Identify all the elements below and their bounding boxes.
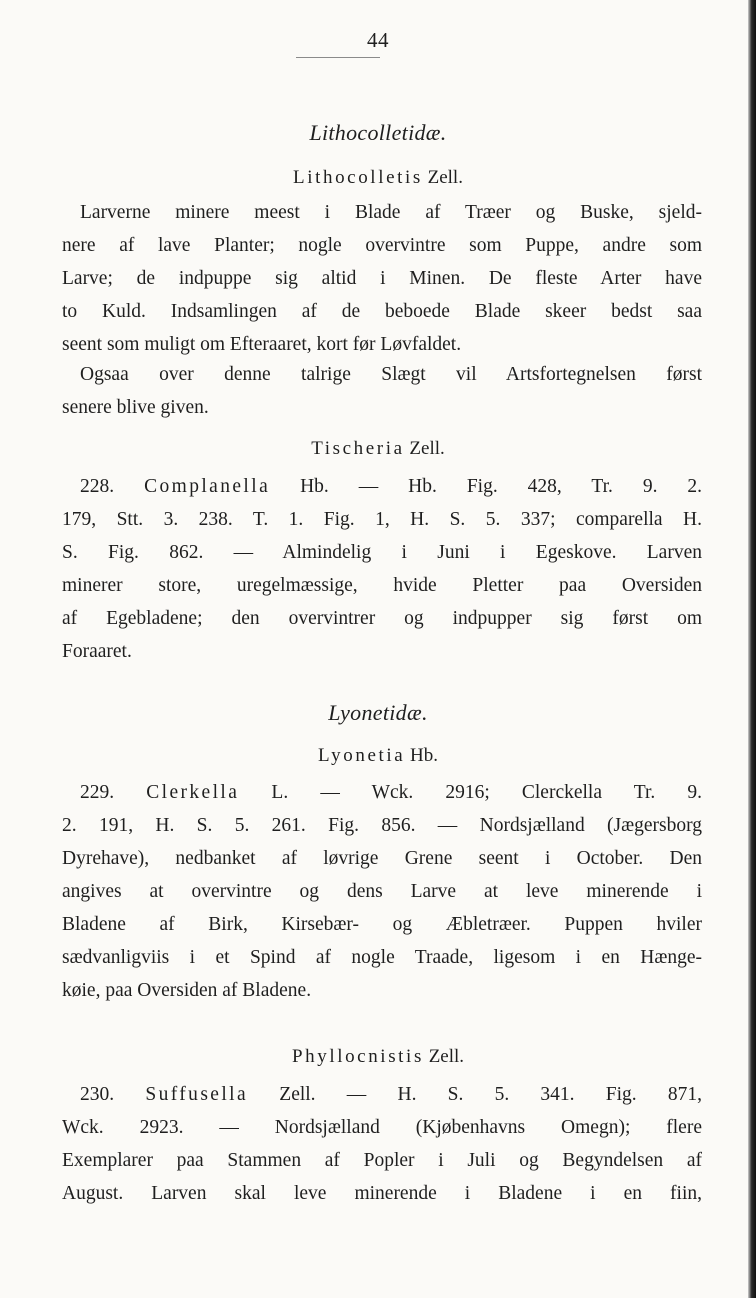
text-line: minerer store, uregelmæssige, hvide Pletter paa Oversiden	[62, 575, 702, 596]
family-heading-lyonetiidae: Lyonetidæ.	[328, 700, 428, 725]
entry-first-line	[62, 1078, 702, 1111]
text-line: køie, paa Oversiden af Bladene.	[62, 980, 312, 1001]
text-line: Exemplarer paa Stammen af Popler i Juli og Begyndelsen af	[62, 1150, 702, 1171]
text-line: angives at overvintre og dens Larve at leve minerende i	[62, 881, 702, 902]
text-line: Wck. 2923. — Nordsjælland (Kjøbenhavns Omegn); flere	[62, 1117, 702, 1138]
entry-first-line	[62, 776, 702, 809]
text-line: Ogsaa over denne talrige Slægt vil Artsfortegnelsen først	[80, 364, 702, 385]
entry-number: 228.	[80, 476, 115, 497]
genus-heading-lithocolletis	[0, 167, 756, 189]
text-line: af Egebladene; den overvintrer og indpupper sig først om	[62, 608, 702, 629]
species-name: Clerkella	[146, 782, 240, 803]
text-line: seent som muligt om Efteraaret, kort før Løvfaldet.	[62, 334, 462, 355]
genus-name: Lyonetia	[317, 745, 406, 766]
genus-heading-phyllocnistis	[0, 1046, 756, 1068]
text-line: Larve; de indpuppe sig altid i Minen. De fleste Arter have	[62, 268, 702, 289]
genus-name: Tischeria	[311, 438, 405, 459]
page-number-rule	[296, 57, 380, 58]
genus-name: Lithocolletis	[293, 167, 423, 188]
paragraph-lithocolletis-note	[62, 358, 702, 424]
genus-author: Zell.	[409, 438, 445, 459]
entry-number: 229.	[80, 782, 115, 803]
entry-228-complanella	[62, 470, 702, 668]
text-line: Foraaret.	[62, 641, 132, 662]
entry-citation: L. — Wck. 2916; Clerckella Tr. 9.	[271, 782, 703, 803]
page-number: 44	[367, 28, 389, 52]
entry-first-line	[62, 470, 702, 503]
text-line: S. Fig. 862. — Almindelig i Juni i Egeskove. Larven	[62, 542, 702, 563]
text-line: 179, Stt. 3. 238. T. 1. Fig. 1, H. S. 5. 337; comparella H.	[62, 509, 702, 530]
genus-heading-tischeria	[0, 438, 756, 460]
entry-citation: Zell. — H. S. 5. 341. Fig. 871,	[279, 1084, 703, 1105]
text-line: sædvanligviis i et Spind af nogle Traade, ligesom i en Hænge-	[62, 947, 702, 968]
entry-citation: Hb. — Hb. Fig. 428, Tr. 9. 2.	[300, 476, 703, 497]
family-heading-lithocolletidae: Lithocolletidæ.	[309, 120, 447, 145]
genus-heading-lyonetia	[0, 745, 756, 767]
text-line: August. Larven skal leve minerende i Bladene i en fiin,	[62, 1183, 702, 1204]
species-name: Suffusella	[145, 1084, 249, 1105]
entry-number: 230.	[80, 1084, 115, 1105]
genus-name: Phyllocnistis	[291, 1046, 424, 1067]
entry-230-suffusella	[62, 1078, 702, 1210]
text-line: senere blive given.	[62, 397, 209, 418]
genus-author: Zell.	[428, 1046, 465, 1067]
entry-229-clerkella	[62, 776, 702, 1007]
text-line: 2. 191, H. S. 5. 261. Fig. 856. — Nordsjælland (Jægersborg	[62, 815, 702, 836]
genus-author: Hb.	[410, 745, 439, 766]
text-line: nere af lave Planter; nogle overvintre som Puppe, andre som	[62, 235, 702, 256]
paragraph-lithocolletis-intro	[62, 196, 702, 361]
text-line: Bladene af Birk, Kirsebær- og Æbletræer. Puppen hviler	[62, 914, 702, 935]
page-edge-shadow	[748, 0, 756, 1298]
text-line: to Kuld. Indsamlingen af de beboede Blade skeer bedst saa	[62, 301, 702, 322]
text-line: Dyrehave), nedbanket af løvrige Grene seent i October. Den	[62, 848, 702, 869]
text-line: Larverne minere meest i Blade af Træer og Buske, sjeld-	[80, 202, 702, 223]
genus-author: Zell.	[427, 167, 463, 188]
species-name: Complanella	[144, 476, 271, 497]
